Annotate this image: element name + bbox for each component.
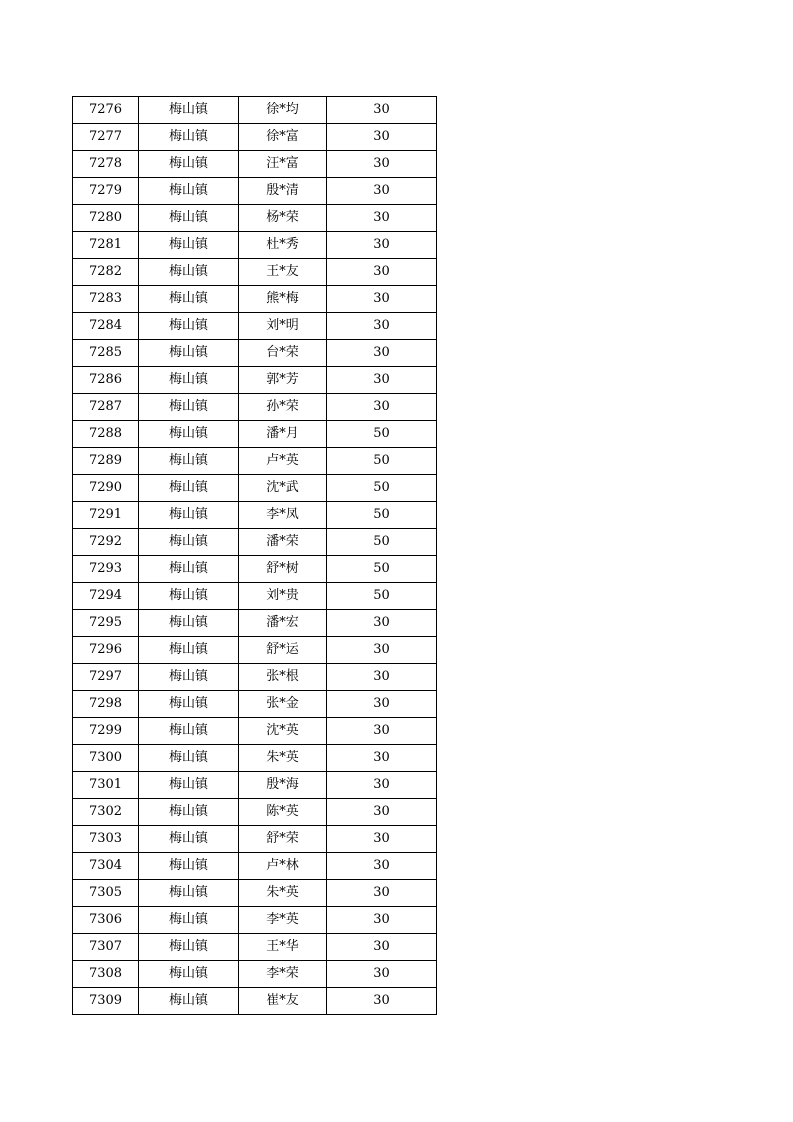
row-id-cell: 7276 (73, 97, 139, 124)
amount-cell: 50 (327, 421, 437, 448)
table-row (73, 286, 437, 313)
amount-cell: 30 (327, 178, 437, 205)
row-id-cell: 7281 (73, 232, 139, 259)
row-id-cell: 7284 (73, 313, 139, 340)
table-row (73, 421, 437, 448)
amount-cell: 50 (327, 583, 437, 610)
row-id-cell: 7282 (73, 259, 139, 286)
town-cell: 梅山镇 (139, 745, 239, 772)
amount-cell: 50 (327, 556, 437, 583)
table-row (73, 475, 437, 502)
town-cell: 梅山镇 (139, 232, 239, 259)
amount-cell: 30 (327, 961, 437, 988)
table-row (73, 151, 437, 178)
name-cell: 徐*均 (239, 97, 327, 124)
name-cell: 郭*芳 (239, 367, 327, 394)
amount-cell: 30 (327, 826, 437, 853)
town-cell: 梅山镇 (139, 610, 239, 637)
row-id-cell: 7303 (73, 826, 139, 853)
town-cell: 梅山镇 (139, 394, 239, 421)
amount-cell: 30 (327, 853, 437, 880)
town-cell: 梅山镇 (139, 691, 239, 718)
table-row (73, 988, 437, 1015)
row-id-cell: 7289 (73, 448, 139, 475)
amount-cell: 30 (327, 232, 437, 259)
name-cell: 朱*英 (239, 880, 327, 907)
row-id-cell: 7292 (73, 529, 139, 556)
name-cell: 潘*宏 (239, 610, 327, 637)
amount-cell: 30 (327, 664, 437, 691)
amount-cell: 30 (327, 97, 437, 124)
name-cell: 朱*英 (239, 745, 327, 772)
row-id-cell: 7290 (73, 475, 139, 502)
row-id-cell: 7294 (73, 583, 139, 610)
name-cell: 张*金 (239, 691, 327, 718)
amount-cell: 30 (327, 691, 437, 718)
table-row (73, 394, 437, 421)
name-cell: 汪*富 (239, 151, 327, 178)
table-row (73, 556, 437, 583)
amount-cell: 30 (327, 124, 437, 151)
town-cell: 梅山镇 (139, 448, 239, 475)
name-cell: 张*根 (239, 664, 327, 691)
name-cell: 刘*贵 (239, 583, 327, 610)
town-cell: 梅山镇 (139, 205, 239, 232)
row-id-cell: 7309 (73, 988, 139, 1015)
town-cell: 梅山镇 (139, 556, 239, 583)
amount-cell: 30 (327, 340, 437, 367)
table-row (73, 502, 437, 529)
town-cell: 梅山镇 (139, 799, 239, 826)
name-cell: 熊*梅 (239, 286, 327, 313)
town-cell: 梅山镇 (139, 367, 239, 394)
town-cell: 梅山镇 (139, 772, 239, 799)
town-cell: 梅山镇 (139, 97, 239, 124)
town-cell: 梅山镇 (139, 502, 239, 529)
table-row (73, 880, 437, 907)
table-row (73, 529, 437, 556)
amount-cell: 50 (327, 475, 437, 502)
town-cell: 梅山镇 (139, 178, 239, 205)
name-cell: 沈*武 (239, 475, 327, 502)
name-cell: 殷*海 (239, 772, 327, 799)
row-id-cell: 7305 (73, 880, 139, 907)
table-row (73, 232, 437, 259)
name-cell: 李*荣 (239, 961, 327, 988)
row-id-cell: 7291 (73, 502, 139, 529)
row-id-cell: 7301 (73, 772, 139, 799)
row-id-cell: 7293 (73, 556, 139, 583)
table-row (73, 448, 437, 475)
town-cell: 梅山镇 (139, 313, 239, 340)
town-cell: 梅山镇 (139, 637, 239, 664)
table-row (73, 664, 437, 691)
row-id-cell: 7280 (73, 205, 139, 232)
name-cell: 徐*富 (239, 124, 327, 151)
row-id-cell: 7304 (73, 853, 139, 880)
amount-cell: 30 (327, 799, 437, 826)
row-id-cell: 7288 (73, 421, 139, 448)
name-cell: 卢*林 (239, 853, 327, 880)
row-id-cell: 7296 (73, 637, 139, 664)
name-cell: 潘*荣 (239, 529, 327, 556)
town-cell: 梅山镇 (139, 340, 239, 367)
amount-cell: 30 (327, 610, 437, 637)
row-id-cell: 7295 (73, 610, 139, 637)
row-id-cell: 7306 (73, 907, 139, 934)
name-cell: 杨*荣 (239, 205, 327, 232)
row-id-cell: 7302 (73, 799, 139, 826)
row-id-cell: 7283 (73, 286, 139, 313)
row-id-cell: 7300 (73, 745, 139, 772)
amount-cell: 30 (327, 907, 437, 934)
town-cell: 梅山镇 (139, 475, 239, 502)
row-id-cell: 7279 (73, 178, 139, 205)
town-cell: 梅山镇 (139, 124, 239, 151)
amount-cell: 30 (327, 745, 437, 772)
name-cell: 李*英 (239, 907, 327, 934)
amount-cell: 30 (327, 313, 437, 340)
town-cell: 梅山镇 (139, 286, 239, 313)
amount-cell: 50 (327, 448, 437, 475)
town-cell: 梅山镇 (139, 583, 239, 610)
table-row (73, 97, 437, 124)
amount-cell: 30 (327, 394, 437, 421)
table-row (73, 313, 437, 340)
name-cell: 陈*英 (239, 799, 327, 826)
table-row (73, 178, 437, 205)
row-id-cell: 7298 (73, 691, 139, 718)
town-cell: 梅山镇 (139, 826, 239, 853)
table-row (73, 907, 437, 934)
table-row (73, 934, 437, 961)
table-body (73, 97, 437, 1015)
row-id-cell: 7307 (73, 934, 139, 961)
town-cell: 梅山镇 (139, 718, 239, 745)
town-cell: 梅山镇 (139, 529, 239, 556)
town-cell: 梅山镇 (139, 853, 239, 880)
town-cell: 梅山镇 (139, 907, 239, 934)
table-row (73, 799, 437, 826)
row-id-cell: 7286 (73, 367, 139, 394)
name-cell: 沈*英 (239, 718, 327, 745)
name-cell: 舒*运 (239, 637, 327, 664)
table-row (73, 259, 437, 286)
name-cell: 潘*月 (239, 421, 327, 448)
amount-cell: 30 (327, 637, 437, 664)
row-id-cell: 7287 (73, 394, 139, 421)
name-cell: 孙*荣 (239, 394, 327, 421)
table-row (73, 826, 437, 853)
data-table (72, 96, 437, 1015)
table-row (73, 745, 437, 772)
town-cell: 梅山镇 (139, 961, 239, 988)
name-cell: 王*华 (239, 934, 327, 961)
amount-cell: 30 (327, 367, 437, 394)
row-id-cell: 7277 (73, 124, 139, 151)
name-cell: 殷*清 (239, 178, 327, 205)
table-row (73, 340, 437, 367)
amount-cell: 30 (327, 205, 437, 232)
amount-cell: 50 (327, 502, 437, 529)
table-row (73, 583, 437, 610)
table-row (73, 124, 437, 151)
amount-cell: 30 (327, 988, 437, 1015)
name-cell: 李*凤 (239, 502, 327, 529)
town-cell: 梅山镇 (139, 664, 239, 691)
name-cell: 台*荣 (239, 340, 327, 367)
table-row (73, 961, 437, 988)
amount-cell: 30 (327, 259, 437, 286)
table-row (73, 610, 437, 637)
amount-cell: 30 (327, 934, 437, 961)
name-cell: 杜*秀 (239, 232, 327, 259)
name-cell: 崔*友 (239, 988, 327, 1015)
town-cell: 梅山镇 (139, 151, 239, 178)
amount-cell: 50 (327, 529, 437, 556)
name-cell: 王*友 (239, 259, 327, 286)
town-cell: 梅山镇 (139, 259, 239, 286)
table-row (73, 205, 437, 232)
name-cell: 舒*荣 (239, 826, 327, 853)
table-row (73, 718, 437, 745)
row-id-cell: 7299 (73, 718, 139, 745)
amount-cell: 30 (327, 286, 437, 313)
row-id-cell: 7285 (73, 340, 139, 367)
town-cell: 梅山镇 (139, 988, 239, 1015)
table-row (73, 691, 437, 718)
amount-cell: 30 (327, 718, 437, 745)
name-cell: 刘*明 (239, 313, 327, 340)
row-id-cell: 7297 (73, 664, 139, 691)
name-cell: 卢*英 (239, 448, 327, 475)
name-cell: 舒*树 (239, 556, 327, 583)
town-cell: 梅山镇 (139, 421, 239, 448)
table-row (73, 853, 437, 880)
table-row (73, 637, 437, 664)
amount-cell: 30 (327, 151, 437, 178)
table-row (73, 772, 437, 799)
amount-cell: 30 (327, 880, 437, 907)
amount-cell: 30 (327, 772, 437, 799)
town-cell: 梅山镇 (139, 934, 239, 961)
row-id-cell: 7308 (73, 961, 139, 988)
table-row (73, 367, 437, 394)
row-id-cell: 7278 (73, 151, 139, 178)
town-cell: 梅山镇 (139, 880, 239, 907)
